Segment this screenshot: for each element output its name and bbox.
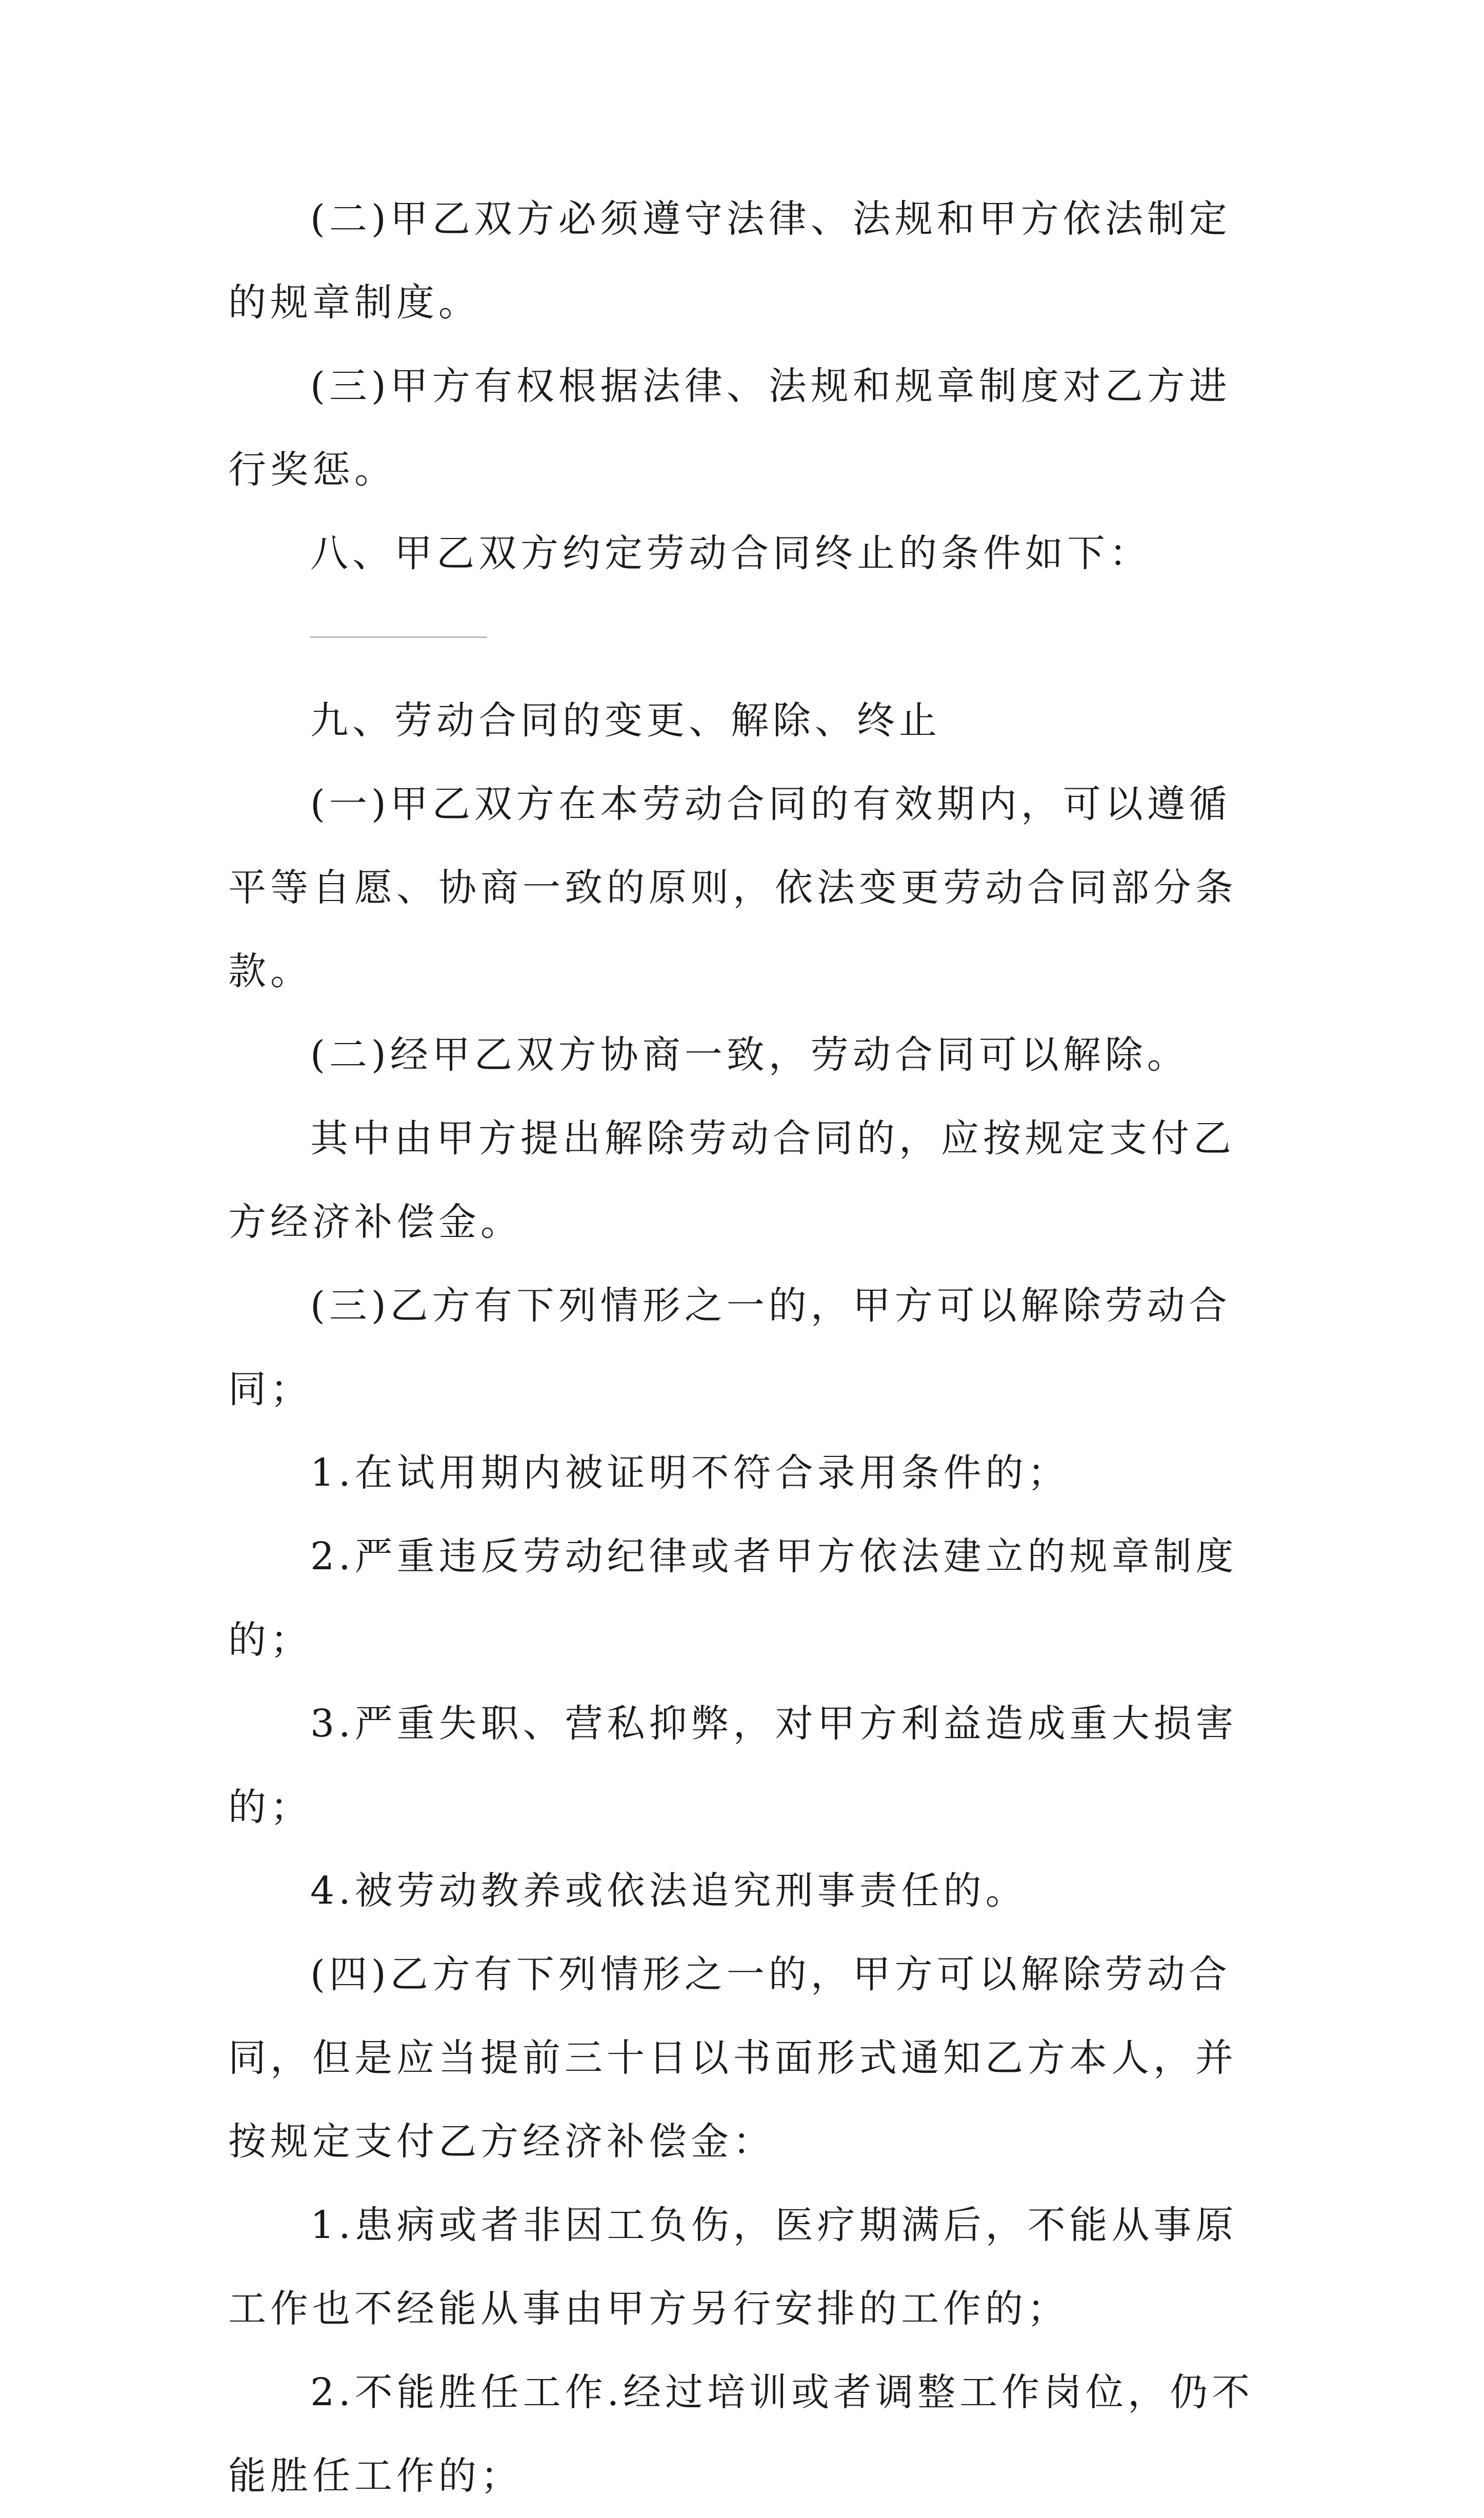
fill-in-blank	[228, 595, 1259, 679]
section-9-heading: 九、劳动合同的变更、解除、终止	[310, 698, 941, 743]
clause-1-modification: (一)甲乙双方在本劳动合同的有效期内，可以遵循平等自愿、协商一致的原则，依法变更劳动合同部分条款。	[228, 782, 1237, 993]
blank-underline	[310, 636, 487, 638]
list-item-2: 2.严重违反劳动纪律或者甲方依法建立的规章制度的；	[228, 1534, 1238, 1662]
clause-3-termination-conditions: (三)乙方有下列情形之一的，甲方可以解除劳动合同；	[228, 1284, 1231, 1411]
list-item-3: 3.严重失职、营私抑弊，对甲方利益造成重大损害的；	[228, 1702, 1238, 1829]
compensation-note: 其中由甲方提出解除劳动合同的，应按规定支付乙方经济补偿金。	[228, 1116, 1235, 1244]
clause-2-compliance: (二)甲乙双方必须遵守法律、法规和甲方依法制定的规章制度。	[228, 197, 1231, 325]
notice-list-item-2: 2.不能胜任工作.经过培训或者调整工作岗位，仍不能胜任工作的；	[228, 2370, 1254, 2498]
document-body	[228, 177, 1259, 2518]
clause-2-mutual-termination: (二)经甲乙双方协商一致，劳动合同可以解除。	[310, 1033, 1189, 1077]
list-item-1: 1.在试用期内被证明不符合录用条件的；	[310, 1451, 1070, 1495]
clause-4-notice-termination: (四)乙方有下列情形之一的，甲方可以解除劳动合同，但是应当提前三十日以书面形式通知乙方本人，并按规定支付乙方经济补偿金：	[228, 1952, 1237, 2164]
section-8-heading: 八、甲乙双方约定劳动合同终止的条件如下：	[310, 531, 1151, 575]
list-item-4: 4.被劳动教养或依法追究刑事责任的。	[310, 1869, 1028, 1913]
clause-3-rewards-penalties: (三)甲方有权根据法律、法规和规章制度对乙方进行奖惩。	[228, 364, 1231, 492]
notice-list-item-1: 1.患病或者非因工负伤，医疗期满后，不能从事原工作也不经能从事由甲方另行安排的工作的；	[228, 2203, 1238, 2331]
